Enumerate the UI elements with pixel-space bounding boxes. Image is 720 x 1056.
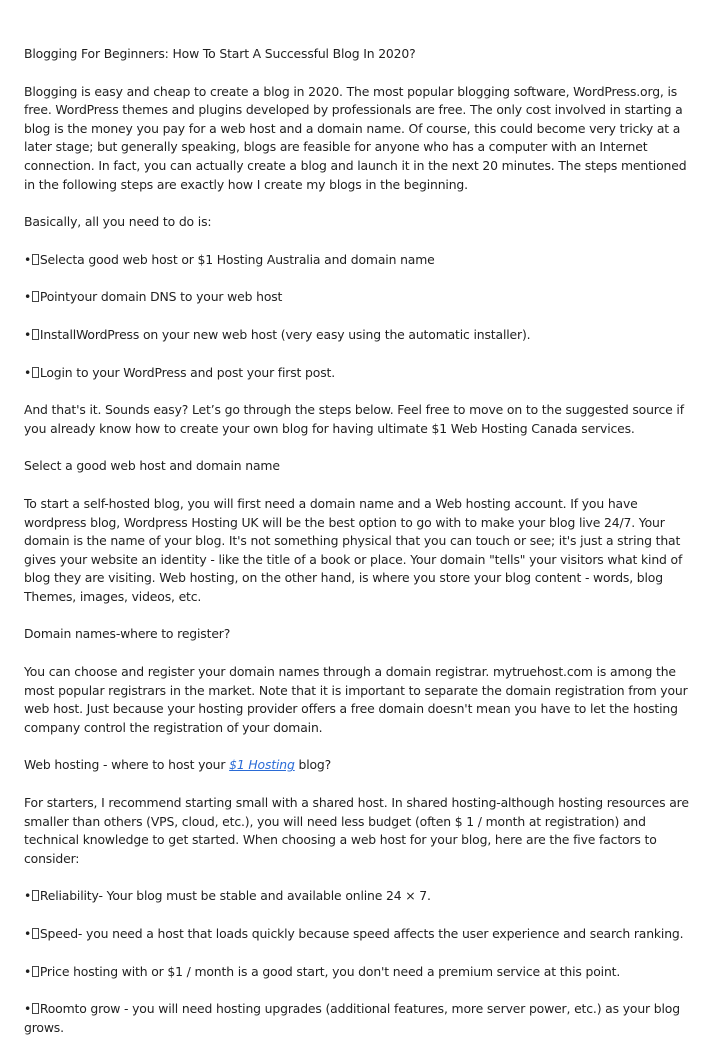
missing-glyph-icon <box>32 367 39 378</box>
step-word: Log <box>39 364 62 380</box>
step-text: your domain DNS to your web host <box>69 289 283 305</box>
web-hosting-heading-after: blog? <box>294 757 332 773</box>
bullet-mark: • <box>24 888 31 904</box>
bullet-mark: • <box>24 1001 31 1017</box>
factor-text: hosting with or $1 / month is a good start, you don't need a premium service at this point. <box>69 963 621 979</box>
factor-item <box>24 887 700 906</box>
missing-glyph-icon <box>32 329 39 340</box>
factor-word: Speed <box>39 926 78 941</box>
bullet-mark: • <box>24 289 31 305</box>
step-item <box>24 326 700 345</box>
intro-paragraph: Blogging is easy and cheap to create a blog in 2020. The most popular blogging software, WordPress.org, is free. WordPress themes and plugins developed by professionals are free. The only cost involved in starting a blog is the money you pay for a web host and a domain name. Of course, this could become very tricky at a later stage; but generally speaking, blogs are feasible for anyone who has a computer with an Internet connection. In fact, you can actually create a blog and launch it in the next 20 minutes. The steps mentioned in the following steps are exactly how I create my blogs in the beginning. <box>24 83 687 192</box>
missing-glyph-icon <box>32 254 39 265</box>
missing-glyph-icon <box>32 928 39 939</box>
bullet-mark: • <box>24 251 31 267</box>
step-text: in to your WordPress and post your first post. <box>61 364 336 380</box>
step-item <box>24 251 700 270</box>
document-body <box>24 45 700 1056</box>
thats-it-paragraph: And that's it. Sounds easy? Let’s go through the steps below. Feel free to move on to the suggested source if you already know how to create your own blog for having ultimate $1 Web Hosting Canada services. <box>24 402 684 436</box>
select-heading: Select a good web host and domain name <box>24 458 280 474</box>
missing-glyph-icon <box>32 890 39 901</box>
factor-word: Price <box>39 963 70 979</box>
factor-text: - Your blog must be stable and available online 24 × 7. <box>98 888 431 904</box>
step-item <box>24 288 700 307</box>
bullet-mark: • <box>24 963 31 979</box>
step-word: Install <box>39 326 77 342</box>
starters-paragraph: For starters, I recommend starting small with a shared host. In shared hosting-although hosting resources are smaller than others (VPS, cloud, etc.), you will need less budget (often $ 1 / month at registration) and technical knowledge to get started. When choosing a web host for your blog, here are the five factors to consider: <box>24 795 689 866</box>
web-hosting-heading <box>24 756 700 775</box>
step-word: Select <box>39 251 78 267</box>
step-text: WordPress on your new web host (very easy using the automatic installer). <box>76 326 531 342</box>
missing-glyph-icon <box>32 966 39 977</box>
factor-word: Reliability <box>39 888 99 904</box>
bullet-mark: • <box>24 326 31 342</box>
domain-heading: Domain names-where to register? <box>24 626 231 642</box>
bullet-mark: • <box>24 926 31 941</box>
domain-paragraph: You can choose and register your domain names through a domain registrar. mytruehost.com is among the most popular registrars in the market. Note that it is important to separate the domain registration from your web host. Just because your hosting provider offers a free domain doesn't mean you have to let the hosting company control the registration of your domain. <box>24 664 688 735</box>
factor-word: Room <box>39 1001 75 1017</box>
self-hosted-paragraph: To start a self-hosted blog, you will first need a domain name and a Web hosting account. If you have wordpress blog, Wordpress Hosting UK will be the best option to go with to make your blog live 24/7. Your domain is the name of your blog. It's not something physical that you can touch or see; it's just a string that gives your website an identity - like the title of a book or place. Your domain "tells" your visitors what kind of blog they are visiting. Web hosting, on the other hand, is where you store your blog content - words, blog Themes, images, videos, etc. <box>24 495 683 604</box>
hosting-link[interactable]: $1 Hosting <box>229 757 295 773</box>
step-word: Point <box>39 289 70 305</box>
step-item <box>24 364 700 383</box>
step-text: a good web host or $1 Hosting Australia and domain name <box>77 251 435 267</box>
factor-text: to grow - you will need hosting upgrades (additional features, more server power, etc.) as your blog grows. <box>24 1001 680 1035</box>
web-hosting-heading-before: Web hosting - where to host your <box>24 757 230 773</box>
missing-glyph-icon <box>32 1003 39 1014</box>
missing-glyph-icon <box>32 291 39 302</box>
bullet-mark: • <box>24 364 31 380</box>
factor-item <box>24 963 700 982</box>
factor-text: - you need a host that loads quickly because speed affects the user experience and search ranking. <box>77 926 684 941</box>
basically-paragraph: Basically, all you need to do is: <box>24 214 212 230</box>
document-title: Blogging For Beginners: How To Start A Successful Blog In 2020? <box>24 46 416 61</box>
factor-item <box>24 1000 700 1037</box>
factor-item <box>24 925 700 944</box>
